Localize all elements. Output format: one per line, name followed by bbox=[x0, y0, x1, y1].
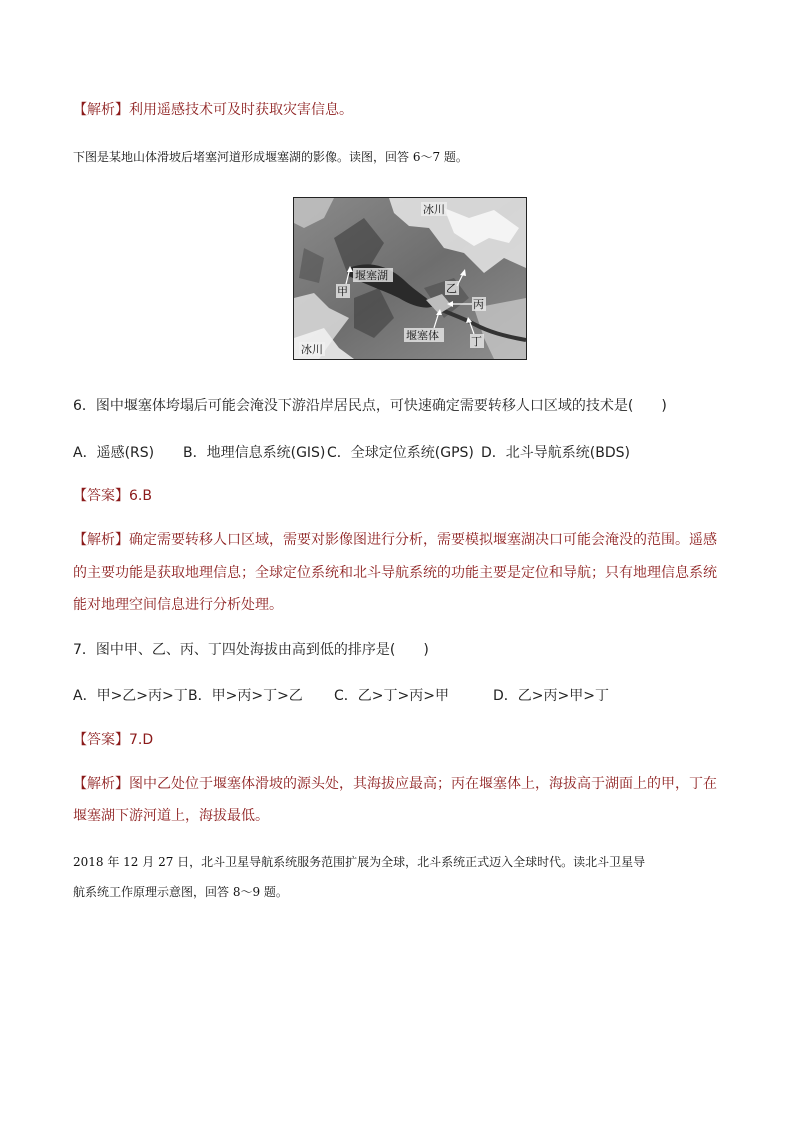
answer-value: 6.B bbox=[129, 488, 152, 504]
q7-option-d: D．乙>丙>甲>丁 bbox=[493, 688, 609, 704]
q7-stem: 7．图中甲、乙、丙、丁四处海拔由高到低的排序是( ) bbox=[73, 642, 429, 658]
analysis-text: 图中乙处位于堰塞体滑坡的源头处，其海拔应最高；丙在堰塞体上，海拔高于湖面上的甲，丁在 bbox=[129, 776, 717, 792]
analysis-tag: 【解析】 bbox=[73, 532, 129, 548]
label-yi: 乙 bbox=[446, 282, 457, 295]
q6-option-d: D．北斗导航系统(BDS) bbox=[481, 445, 630, 461]
q7-analysis-line-2: 堰塞湖下游河道上，海拔最低。 bbox=[73, 808, 269, 824]
q6-analysis-line-3: 能对地理空间信息进行分析处理。 bbox=[73, 597, 283, 613]
q7-analysis-line-1 bbox=[73, 774, 717, 794]
intro-6-7: 下图是某地山体滑坡后堵塞河道形成堰塞湖的影像。读图，回答 6～7 题。 bbox=[73, 150, 468, 164]
analysis-tag: 【解析】 bbox=[73, 776, 129, 792]
q6-stem: 6．图中堰塞体垮塌后可能会淹没下游沿岸居民点，可快速确定需要转移人口区域的技术是( ) bbox=[73, 398, 667, 414]
label-glacier-top: 冰川 bbox=[423, 203, 445, 216]
analysis-text: 利用遥感技术可及时获取灾害信息。 bbox=[129, 102, 353, 118]
answer-tag: 【答案】 bbox=[73, 488, 129, 504]
answer-tag: 【答案】 bbox=[73, 732, 129, 748]
q6-analysis-line-1 bbox=[73, 530, 717, 550]
answer-value: 7.D bbox=[129, 732, 154, 748]
q7-option-b: B．甲>丙>丁>乙 bbox=[188, 688, 303, 704]
analysis-text: 确定需要转移人口区域，需要对影像图进行分析，需要模拟堰塞湖决口可能会淹没的范围。遥感 bbox=[129, 532, 717, 548]
q6-option-b: B．地理信息系统(GIS) bbox=[183, 445, 326, 461]
label-glacier-bottom: 冰川 bbox=[301, 343, 323, 356]
q7-answer bbox=[73, 730, 153, 750]
q6-analysis-line-2: 的主要功能是获取地理信息；全球定位系统和北斗导航系统的功能主要是定位和导航；只有地理信息系统 bbox=[73, 565, 717, 581]
label-jia: 甲 bbox=[337, 285, 348, 298]
q6-option-a: A．遥感(RS) bbox=[73, 445, 155, 461]
landslide-image bbox=[293, 197, 527, 360]
label-dam: 堰塞体 bbox=[406, 329, 439, 342]
q6-answer bbox=[73, 486, 152, 506]
q6-option-c: C．全球定位系统(GPS) bbox=[327, 445, 474, 461]
q5-analysis bbox=[73, 100, 353, 120]
intro-8-9-line-1: 2018 年 12 月 27 日，北斗卫星导航系统服务范围扩展为全球，北斗系统正式迈入全球时代。读北斗卫星导 bbox=[73, 855, 646, 869]
intro-8-9-line-2: 航系统工作原理示意图，回答 8～9 题。 bbox=[73, 885, 288, 899]
analysis-tag: 【解析】 bbox=[73, 102, 129, 118]
label-bing: 丙 bbox=[473, 298, 484, 311]
label-lake: 堰塞湖 bbox=[355, 269, 388, 282]
label-ding: 丁 bbox=[471, 335, 482, 348]
q7-option-a: A．甲>乙>丙>丁 bbox=[73, 688, 188, 704]
q7-option-c: C．乙>丁>丙>甲 bbox=[334, 688, 449, 704]
